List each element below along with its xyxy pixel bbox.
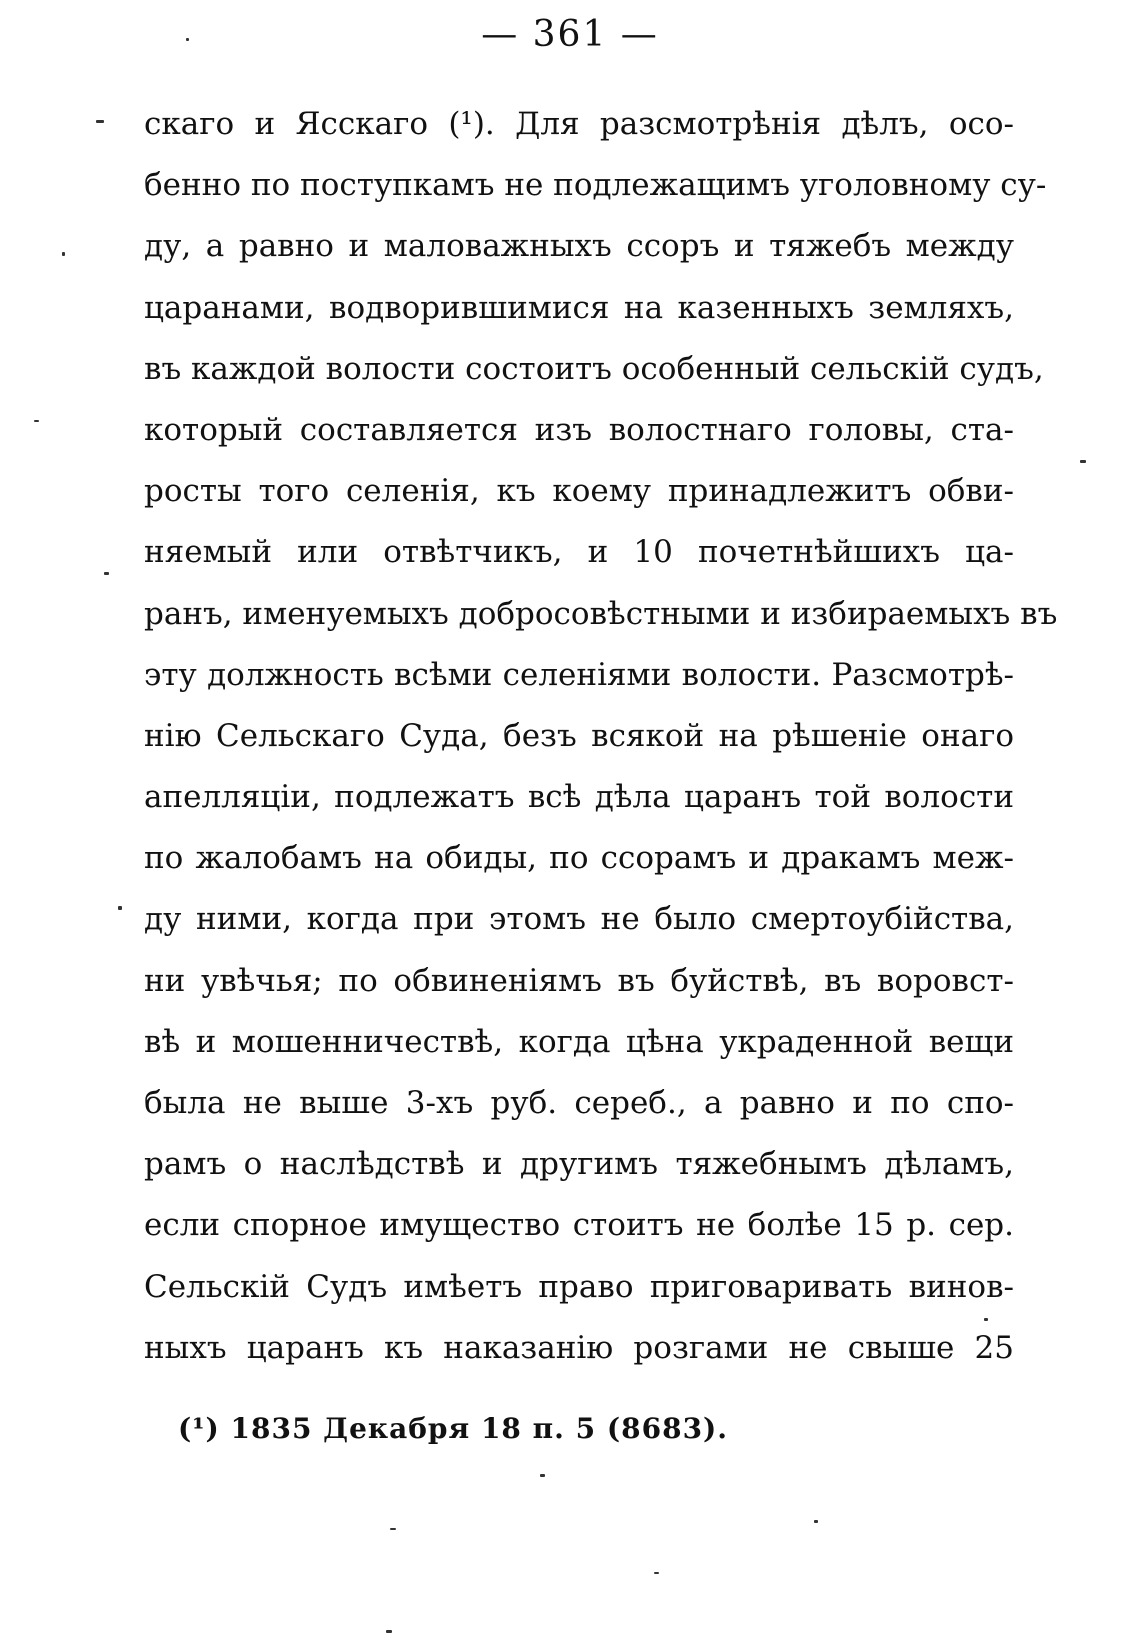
- text-line: по жалобамъ на обиды, по ссорамъ и дракамъ меж-: [144, 840, 1014, 877]
- text-line: была не выше 3-хъ руб. сереб., а равно и по спо-: [144, 1085, 1014, 1121]
- text-line: эту должность всѣми селеніями волости. Разсмотрѣ-: [144, 656, 1014, 693]
- text-line: ни увѣчья; по обвиненіямъ въ буйствѣ, въ воровст-: [144, 962, 1014, 999]
- print-speck: [186, 38, 189, 41]
- print-speck: [984, 1318, 988, 1321]
- text-line: апелляціи, подлежатъ всѣ дѣла царанъ той волости: [144, 779, 1014, 816]
- print-speck: [1080, 460, 1086, 463]
- print-speck: [34, 420, 39, 422]
- print-speck: [540, 1474, 545, 1477]
- print-speck: [814, 1520, 818, 1523]
- print-speck: [62, 252, 65, 256]
- print-speck: [104, 572, 109, 575]
- print-speck: [390, 1528, 396, 1530]
- text-line: ду ними, когда при этомъ не было смертоубійства,: [144, 901, 1014, 938]
- text-line: нію Сельскаго Суда, безъ всякой на рѣшеніе онаго: [144, 717, 1014, 754]
- text-line: царанами, водворившимися на казенныхъ земляхъ,: [144, 289, 1014, 326]
- text-line: Сельскій Судъ имѣетъ право приговаривать винов-: [144, 1268, 1014, 1305]
- main-text: [144, 94, 1058, 1379]
- text-line: который составляется изъ волостнаго головы, ста-: [144, 411, 1014, 448]
- text-line: росты того селенія, къ коему принадлежитъ обви-: [144, 473, 1014, 510]
- text-line: няемый или отвѣтчикъ, и 10 почетнѣйшихъ ца-: [144, 534, 1014, 571]
- text-line: ранъ, именуемыхъ добросовѣстными и избираемыхъ въ: [144, 595, 1058, 632]
- print-speck: [118, 906, 122, 910]
- text-line: ныхъ царанъ къ наказанію розгами не свыше 25: [144, 1329, 1014, 1366]
- footnote: (¹) 1835 Декабря 18 п. 5 (8683).: [178, 1412, 729, 1445]
- text-line: въ каждой волости состоитъ особенный сельскій судъ,: [144, 350, 1044, 387]
- text-line: вѣ и мошенничествѣ, когда цѣна украденной вещи: [144, 1023, 1014, 1060]
- print-speck: [654, 1572, 659, 1574]
- text-line: бенно по поступкамъ не подлежащимъ уголовному су-: [144, 167, 1047, 204]
- text-line: скаго и Ясскаго (¹). Для разсмотрѣнія дѣлъ, осо-: [144, 106, 1014, 142]
- text-line: если спорное имущество стоитъ не болѣе 15 р. сер.: [144, 1207, 1014, 1244]
- text-line: ду, а равно и маловажныхъ ссоръ и тяжебъ между: [144, 228, 1014, 265]
- print-speck: [386, 1630, 392, 1633]
- text-line: рамъ о наслѣдствѣ и другимъ тяжебнымъ дѣламъ,: [144, 1146, 1014, 1183]
- page-number: — 361 —: [481, 14, 659, 55]
- print-speck: [96, 120, 104, 123]
